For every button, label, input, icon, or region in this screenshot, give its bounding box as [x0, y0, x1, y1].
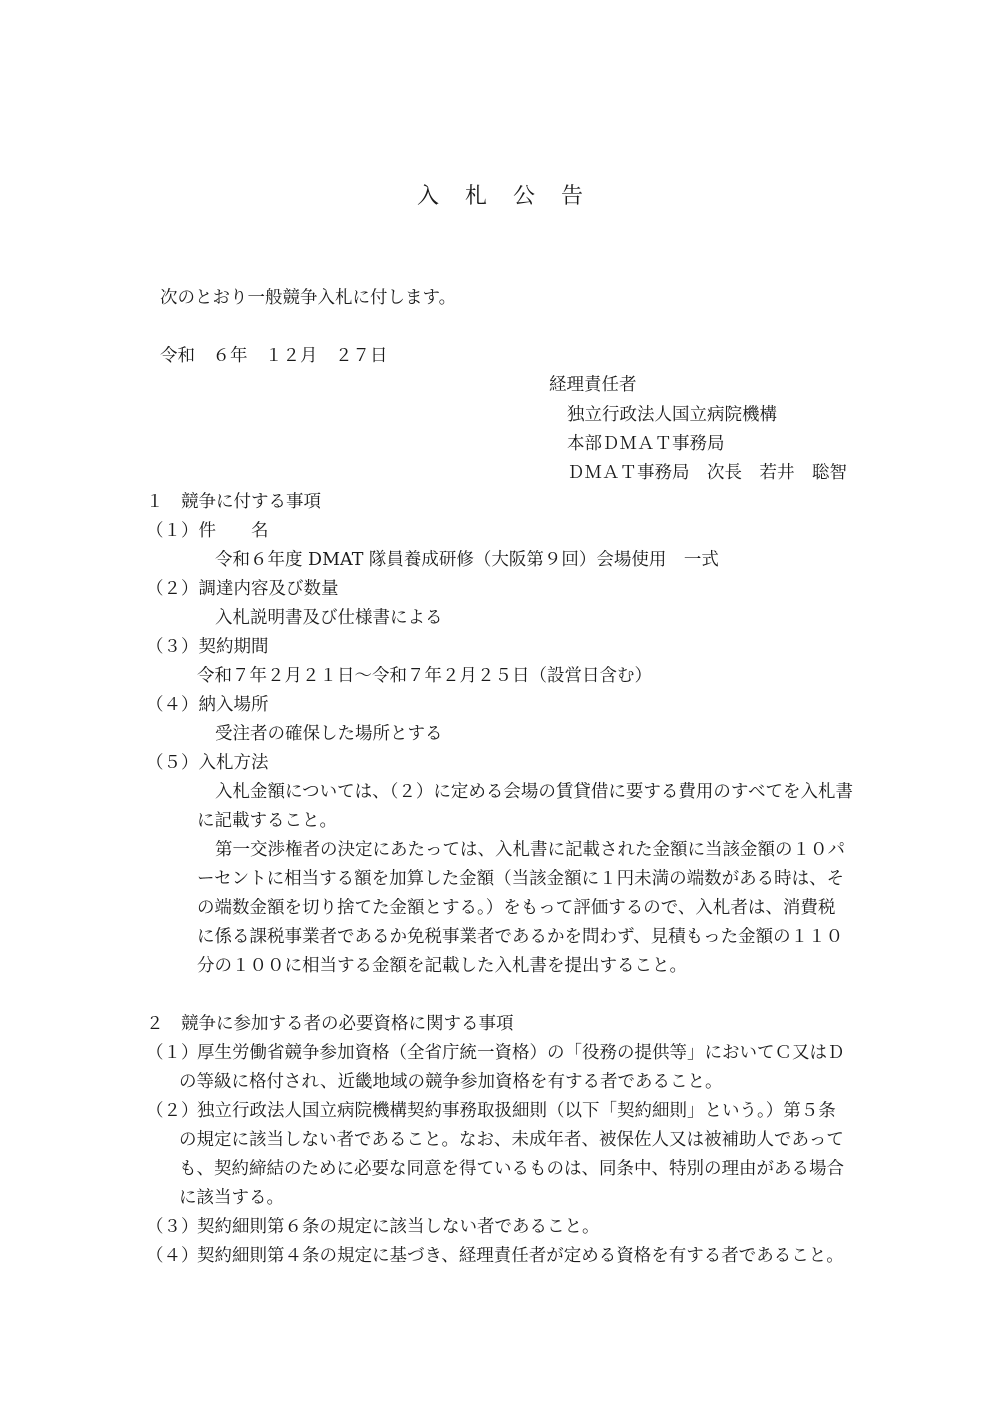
- s2-item2-label: （２）: [146, 1101, 199, 1121]
- s1-item5-line4: ーセントに相当する額を加算した金額（当該金額に１円未満の端数がある時は、そ: [197, 869, 845, 889]
- s1-item4-body: 受注者の確保した場所とする: [215, 724, 443, 744]
- signatory-role: 経理責任者: [549, 375, 637, 395]
- s2-item2-line4: に該当する。: [179, 1188, 284, 1208]
- s1-item2-body: 入札説明書及び仕様書による: [215, 608, 443, 628]
- s1-item1-label: （１）件 名: [146, 521, 269, 541]
- signatory-person: ＤＭＡＴ事務局 次長 若井 聡智: [567, 463, 847, 483]
- s1-item3-body: 令和７年２月２１日～令和７年２月２５日（設営日含む）: [197, 666, 652, 686]
- intro-text: 次のとおり一般競争入札に付します。: [160, 288, 457, 308]
- s1-item5-line7: 分の１００に相当する金額を記載した入札書を提出すること。: [197, 956, 687, 976]
- s1-item3-label: （３）契約期間: [146, 637, 269, 657]
- s2-item3-line1: 契約細則第６条の規定に該当しない者であること。: [197, 1217, 600, 1237]
- s1-item5-line2: に記載すること。: [197, 811, 337, 831]
- s2-item2-line1: 独立行政法人国立病院機構契約事務取扱細則（以下「契約細則」という。）第５条: [197, 1101, 836, 1121]
- page-title: 入札公告: [416, 184, 609, 209]
- section2-heading: ２ 競争に参加する者の必要資格に関する事項: [146, 1014, 514, 1034]
- signatory-org: 独立行政法人国立病院機構: [567, 405, 777, 425]
- signatory-dept: 本部ＤＭＡＴ事務局: [567, 434, 725, 454]
- s2-item1-line1: 厚生労働省競争参加資格（全省庁統一資格）の「役務の提供等」においてＣ又はＤ: [197, 1043, 845, 1063]
- s1-item1-body: 令和６年度 DMAT 隊員養成研修（大阪第９回）会場使用 一式: [215, 550, 719, 570]
- s2-item4-line1: 契約細則第４条の規定に基づき、経理責任者が定める資格を有する者であること。: [197, 1246, 844, 1266]
- s1-item5-line3: 第一交渉権者の決定にあたっては、入札書に記載された金額に当該金額の１０パ: [215, 840, 845, 860]
- s2-item2-line2: の規定に該当しない者であること。なお、未成年者、被保佐人又は被補助人であって: [179, 1130, 844, 1150]
- s1-item5-line5: の端数金額を切り捨てた金額とする。）をもって評価するので、入札者は、消費税: [197, 898, 836, 918]
- s1-item4-label: （４）納入場所: [146, 695, 269, 715]
- notice-date: 令和 ６年 １２月 ２７日: [160, 346, 388, 366]
- s1-item5-label: （５）入札方法: [146, 753, 269, 773]
- section1-heading: １ 競争に付する事項: [146, 492, 321, 512]
- s1-item5-line1: 入札金額については、（２）に定める会場の賃貸借に要する費用のすべてを入札書: [215, 782, 854, 802]
- s2-item4-label: （４）: [146, 1246, 199, 1266]
- s2-item1-line2: の等級に格付され、近畿地域の競争参加資格を有する者であること。: [179, 1072, 723, 1092]
- s1-item2-label: （２）調達内容及び数量: [146, 579, 339, 599]
- s1-item5-line6: に係る課税事業者であるか免税事業者であるかを問わず、見積もった金額の１１０: [197, 927, 844, 947]
- s2-item1-label: （１）: [146, 1043, 199, 1063]
- s2-item2-line3: も、契約締結のために必要な同意を得ているものは、同条中、特別の理由がある場合: [179, 1159, 844, 1179]
- s2-item3-label: （３）: [146, 1217, 199, 1237]
